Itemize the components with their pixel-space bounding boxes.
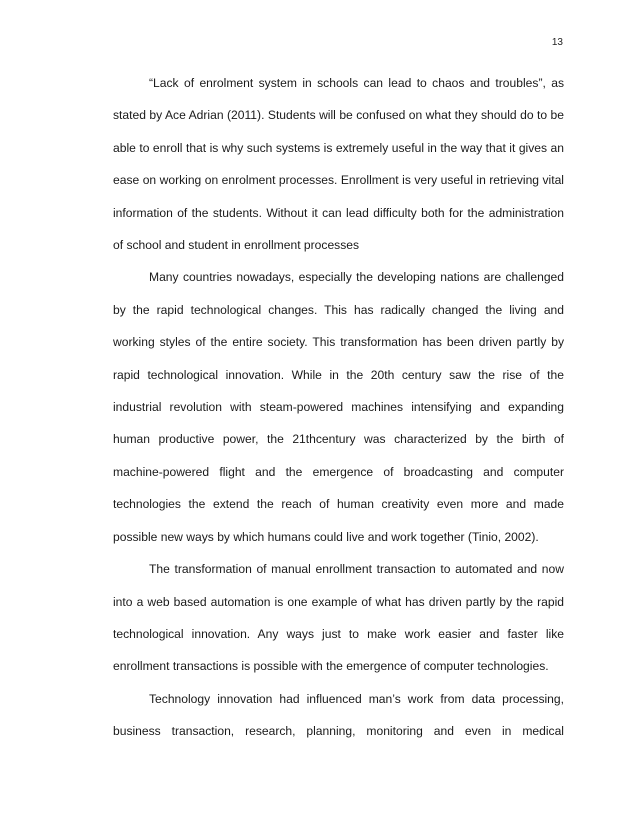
page-number: 13 bbox=[551, 37, 563, 48]
paragraph-enrollment-automation: The transformation of manual enrollment transaction to automated and now into a web based automation is one example of what has driven partly by the rapid technological innovation. Any ways just to make work easier and faster like enrollment transactions is possible with the emergence of computer technologies. bbox=[113, 562, 564, 674]
paragraph-technological-change: Many countries nowadays, especially the developing nations are challenged by the rapid technological changes. This has radically changed the living and working styles of the entire society. This transformation has been driven partly by rapid technological innovation. While in the 20th century saw the rise of the industrial revolution with steam-powered machines intensifying and expanding human productive power, the 21thcentury was characterized by the birth of machine-powered flight and the emergence of broadcasting and computer technologies the extend the reach of human creativity even more and made possible new ways by which humans could live and work together (Tinio, 2002). bbox=[113, 270, 564, 544]
body-text bbox=[113, 67, 564, 748]
paragraph-enrolment-system: “Lack of enrolment system in schools can lead to chaos and troubles”, as stated by Ace Adrian (2011). Students will be confused on what they should do to be able to enroll that is why such systems is extremely useful in the way that it gives an ease on working on enrolment processes. Enrollment is very useful in retrieving vital information of the students. Without it can lead difficulty both for the administration of school and student in enrollment processes bbox=[113, 76, 564, 253]
paragraph-technology-innovation: Technology innovation had influenced man’s work from data processing, business transaction, research, planning, monitoring and even in medical bbox=[113, 691, 564, 739]
